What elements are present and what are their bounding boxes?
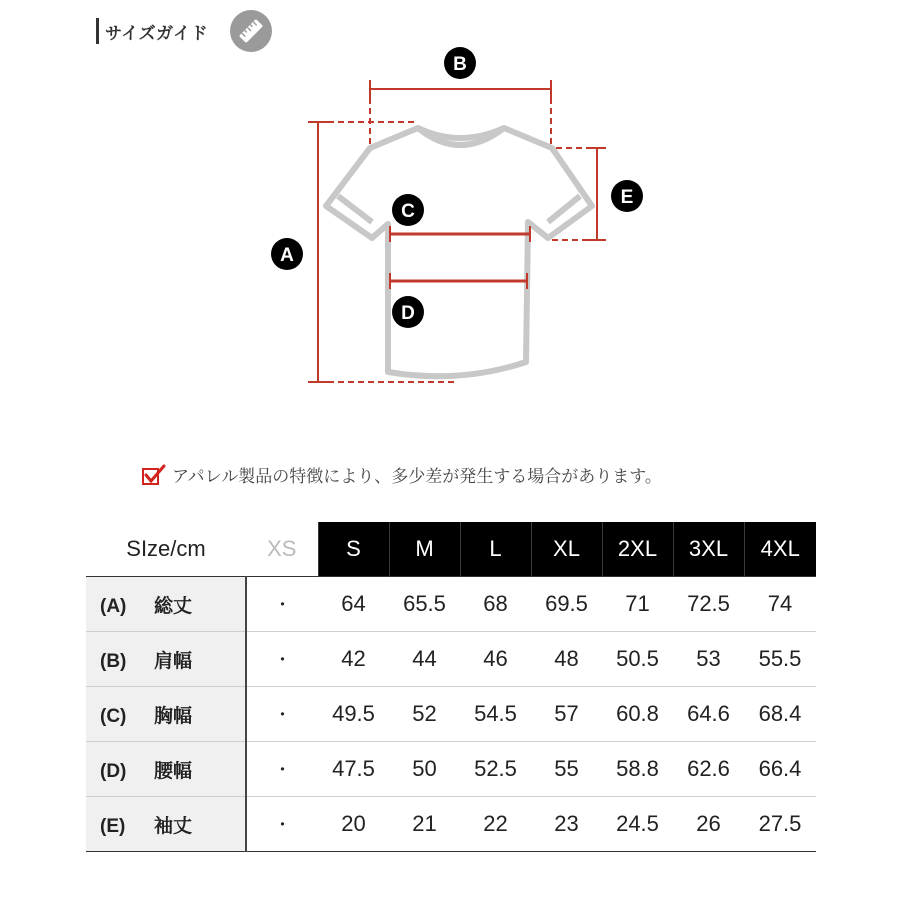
svg-text:D: D <box>401 303 415 324</box>
table-cell: 55 <box>531 742 602 797</box>
checkmark-icon <box>142 464 166 486</box>
size-header-l: L <box>460 522 531 577</box>
disclaimer-note <box>142 462 662 487</box>
table-corner-label: SIze/cm <box>86 522 246 577</box>
table-cell: 42 <box>318 632 389 687</box>
table-row-e <box>86 797 816 852</box>
row-code: (C) <box>100 705 127 727</box>
table-cell: 26 <box>673 797 744 852</box>
size-header-2xl: 2XL <box>602 522 673 577</box>
marker-d <box>392 296 424 328</box>
table-cell: 50 <box>389 742 460 797</box>
tshirt-measurement-diagram <box>0 0 900 440</box>
table-cell: ・ <box>246 687 318 742</box>
table-cell: 62.6 <box>673 742 744 797</box>
svg-text:A: A <box>280 245 294 266</box>
table-cell: ・ <box>246 632 318 687</box>
tshirt-outline <box>326 128 592 376</box>
page-title: サイズガイド <box>105 23 209 44</box>
size-header-s: S <box>318 522 389 577</box>
svg-text:B: B <box>453 54 467 75</box>
marker-a <box>271 238 303 270</box>
table-cell: 66.4 <box>744 742 816 797</box>
table-cell: 21 <box>389 797 460 852</box>
table-cell: 57 <box>531 687 602 742</box>
table-cell: 64.6 <box>673 687 744 742</box>
table-cell: 71 <box>602 577 673 632</box>
size-header-xs: XS <box>246 522 318 577</box>
size-header-m: M <box>389 522 460 577</box>
svg-text:E: E <box>620 187 634 208</box>
table-cell: 24.5 <box>602 797 673 852</box>
table-row-c <box>86 687 816 742</box>
size-table <box>86 522 816 852</box>
table-row-a <box>86 577 816 632</box>
table-cell: 52 <box>389 687 460 742</box>
disclaimer-text: アパレル製品の特徴により、多少差が発生する場合があります。 <box>172 467 662 487</box>
table-cell: ・ <box>246 577 318 632</box>
size-header-row <box>86 522 816 577</box>
table-cell: 20 <box>318 797 389 852</box>
table-row-b <box>86 632 816 687</box>
table-cell: 68 <box>460 577 531 632</box>
svg-text:C: C <box>401 201 415 222</box>
table-cell: ・ <box>246 742 318 797</box>
row-code: (B) <box>100 650 127 672</box>
table-cell: 55.5 <box>744 632 816 687</box>
row-name: 腰幅 <box>154 760 193 782</box>
row-label <box>86 632 246 687</box>
marker-c <box>392 194 424 226</box>
marker-b <box>444 47 476 79</box>
table-cell: 22 <box>460 797 531 852</box>
size-header-3xl: 3XL <box>673 522 744 577</box>
table-cell: 49.5 <box>318 687 389 742</box>
row-label <box>86 742 246 797</box>
table-cell: 65.5 <box>389 577 460 632</box>
row-code: (E) <box>100 815 126 837</box>
row-code: (A) <box>100 595 127 617</box>
size-header-4xl: 4XL <box>744 522 816 577</box>
table-cell: 68.4 <box>744 687 816 742</box>
table-cell: 46 <box>460 632 531 687</box>
table-cell: 48 <box>531 632 602 687</box>
table-row-d <box>86 742 816 797</box>
table-cell: 72.5 <box>673 577 744 632</box>
row-label <box>86 577 246 632</box>
row-name: 胸幅 <box>154 705 193 727</box>
table-cell: 50.5 <box>602 632 673 687</box>
table-cell: 44 <box>389 632 460 687</box>
table-cell: 53 <box>673 632 744 687</box>
table-cell: 52.5 <box>460 742 531 797</box>
table-cell: 47.5 <box>318 742 389 797</box>
row-name: 肩幅 <box>154 650 193 672</box>
row-label <box>86 797 246 852</box>
table-cell: 58.8 <box>602 742 673 797</box>
table-cell: 54.5 <box>460 687 531 742</box>
table-cell: 74 <box>744 577 816 632</box>
marker-e <box>611 180 643 212</box>
row-label <box>86 687 246 742</box>
table-cell: ・ <box>246 797 318 852</box>
row-name: 総丈 <box>154 595 193 617</box>
row-code: (D) <box>100 760 127 782</box>
table-cell: 64 <box>318 577 389 632</box>
table-cell: 27.5 <box>744 797 816 852</box>
row-name: 袖丈 <box>154 815 193 837</box>
table-cell: 69.5 <box>531 577 602 632</box>
size-header-xl: XL <box>531 522 602 577</box>
table-cell: 60.8 <box>602 687 673 742</box>
table-cell: 23 <box>531 797 602 852</box>
